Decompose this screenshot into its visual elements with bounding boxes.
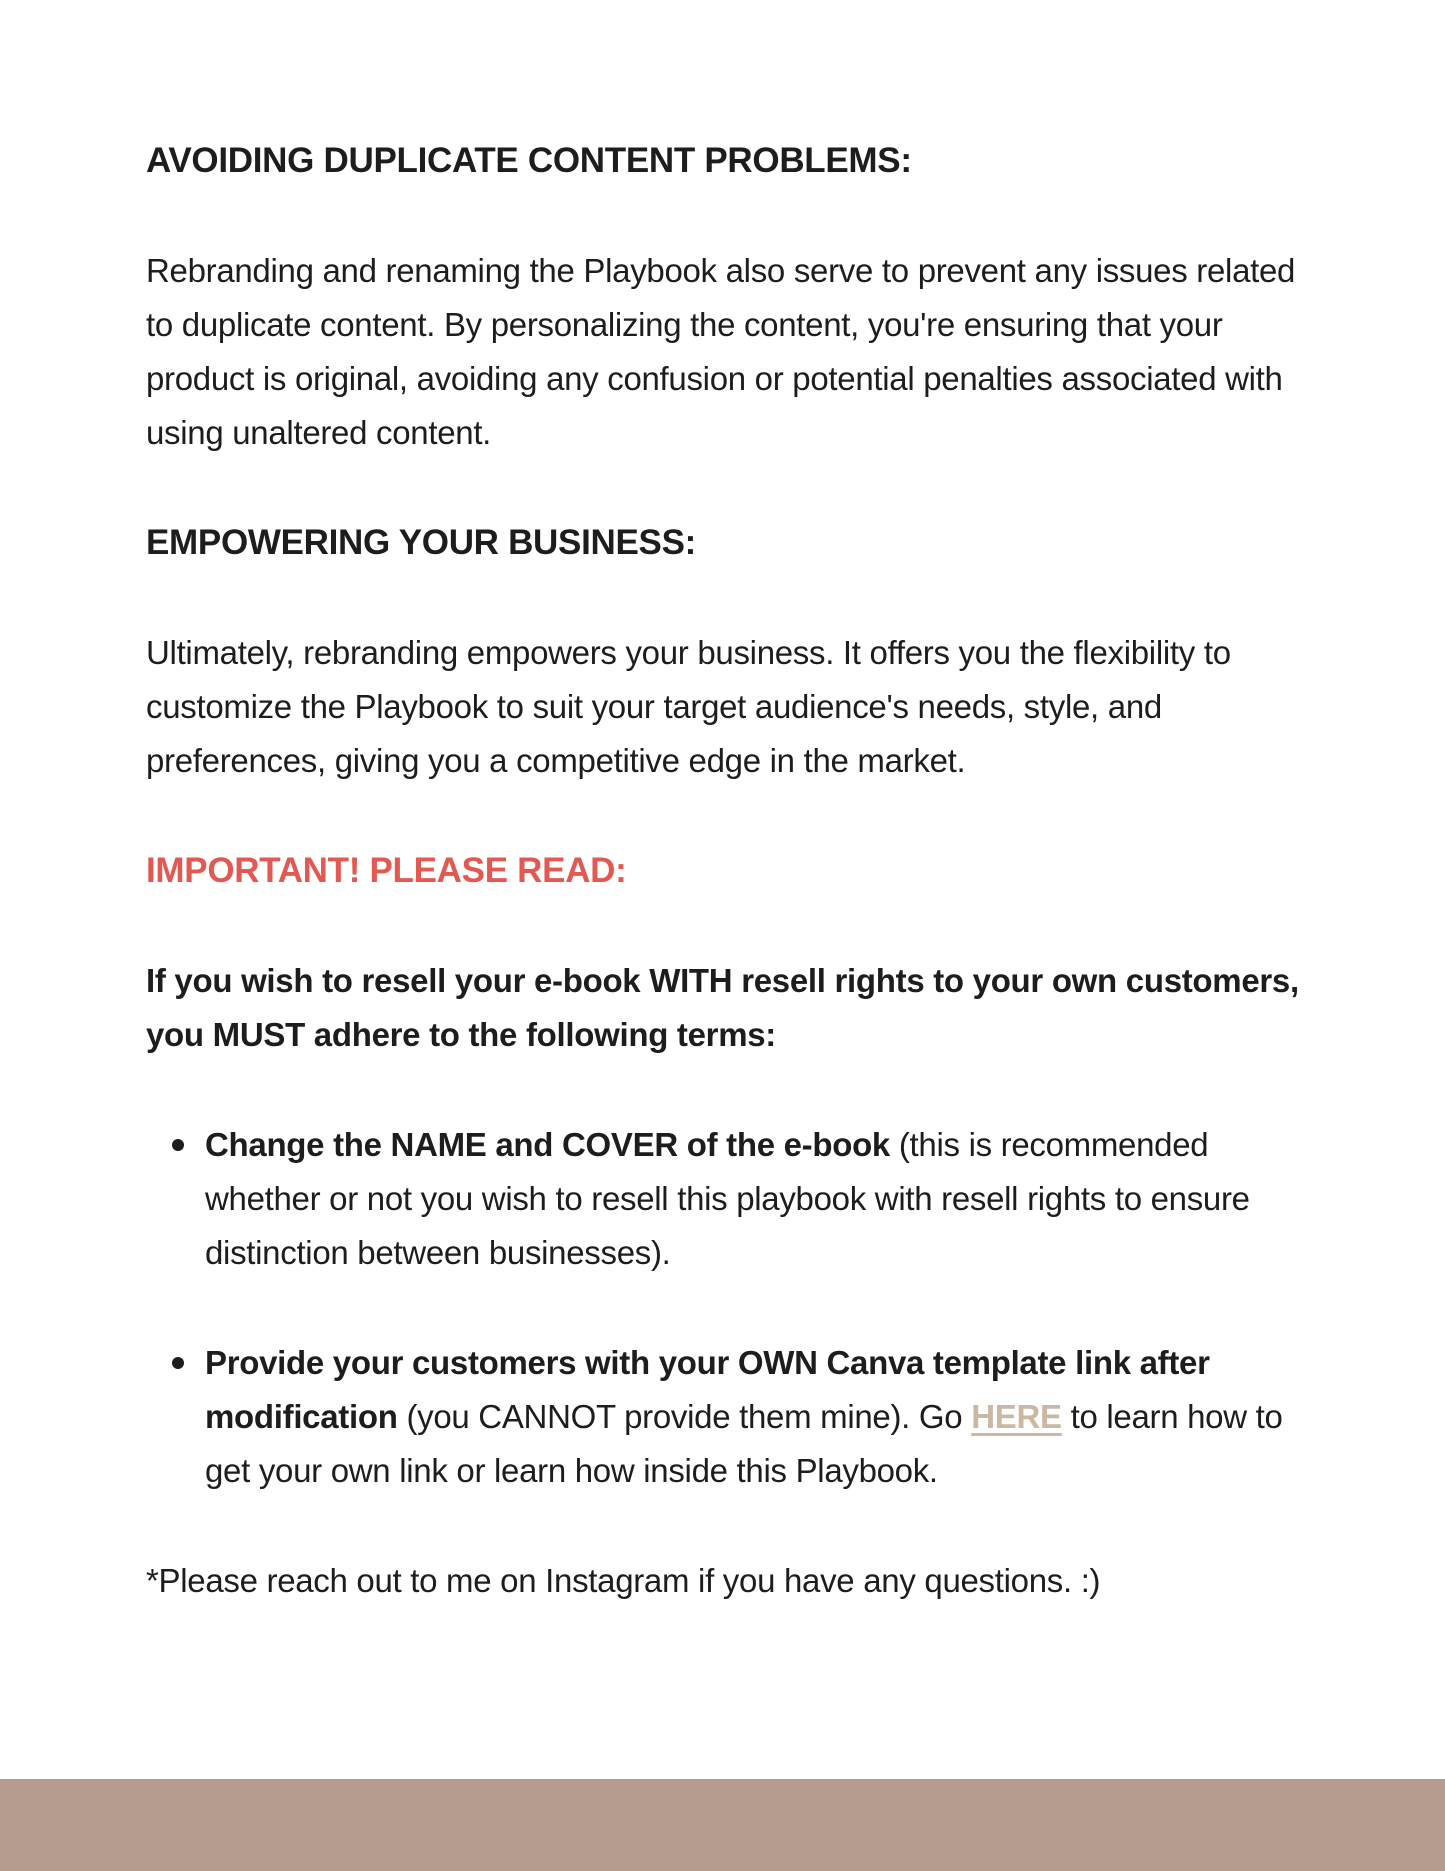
paragraph-duplicate-content: Rebranding and renaming the Playbook also serve to prevent any issues related to duplicate content. By personalizing the content, you're ensuring that your product is original, avoiding any confusion or potential penalties associated with using unaltered content.: [146, 252, 1296, 451]
section-heading-important-please-read: IMPORTANT! PLEASE READ:: [146, 851, 627, 890]
list-item-canva-template-link: [146, 1336, 1316, 1498]
footer-color-bar: [0, 1779, 1445, 1871]
term-regular-text: to learn how to get your own link or learn how inside this Playbook.: [205, 1398, 1283, 1489]
term-bold-text: Change the NAME and COVER of the e-book: [205, 1126, 890, 1163]
term-bold-text: Provide your customers with your OWN Canva template link after modification: [205, 1344, 1210, 1435]
term-regular-text: (you CANNOT provide them mine). Go: [397, 1398, 972, 1435]
page-content: [146, 134, 1316, 1608]
term-regular-text: (this is recommended whether or not you wish to resell this playbook with resell rights to ensure distinction between businesses).: [205, 1126, 1250, 1271]
section-heading-duplicate-content: AVOIDING DUPLICATE CONTENT PROBLEMS:: [146, 141, 912, 180]
footnote-instagram: *Please reach out to me on Instagram if you have any questions. :): [146, 1562, 1101, 1599]
section-heading-empowering-business: EMPOWERING YOUR BUSINESS:: [146, 523, 696, 562]
paragraph-resell-terms-intro: If you wish to resell your e-book WITH resell rights to your own customers, you MUST adhere to the following terms:: [146, 962, 1299, 1053]
bullet-dot-icon: [172, 1357, 184, 1369]
resell-terms-list: [146, 1118, 1316, 1498]
bullet-dot-icon: [172, 1139, 184, 1151]
here-link[interactable]: HERE: [971, 1398, 1062, 1435]
paragraph-empowering-business: Ultimately, rebranding empowers your business. It offers you the flexibility to customize the Playbook to suit your target audience's needs, style, and preferences, giving you a competitive edge in the market.: [146, 634, 1231, 779]
list-item-change-name-cover: [146, 1118, 1316, 1280]
